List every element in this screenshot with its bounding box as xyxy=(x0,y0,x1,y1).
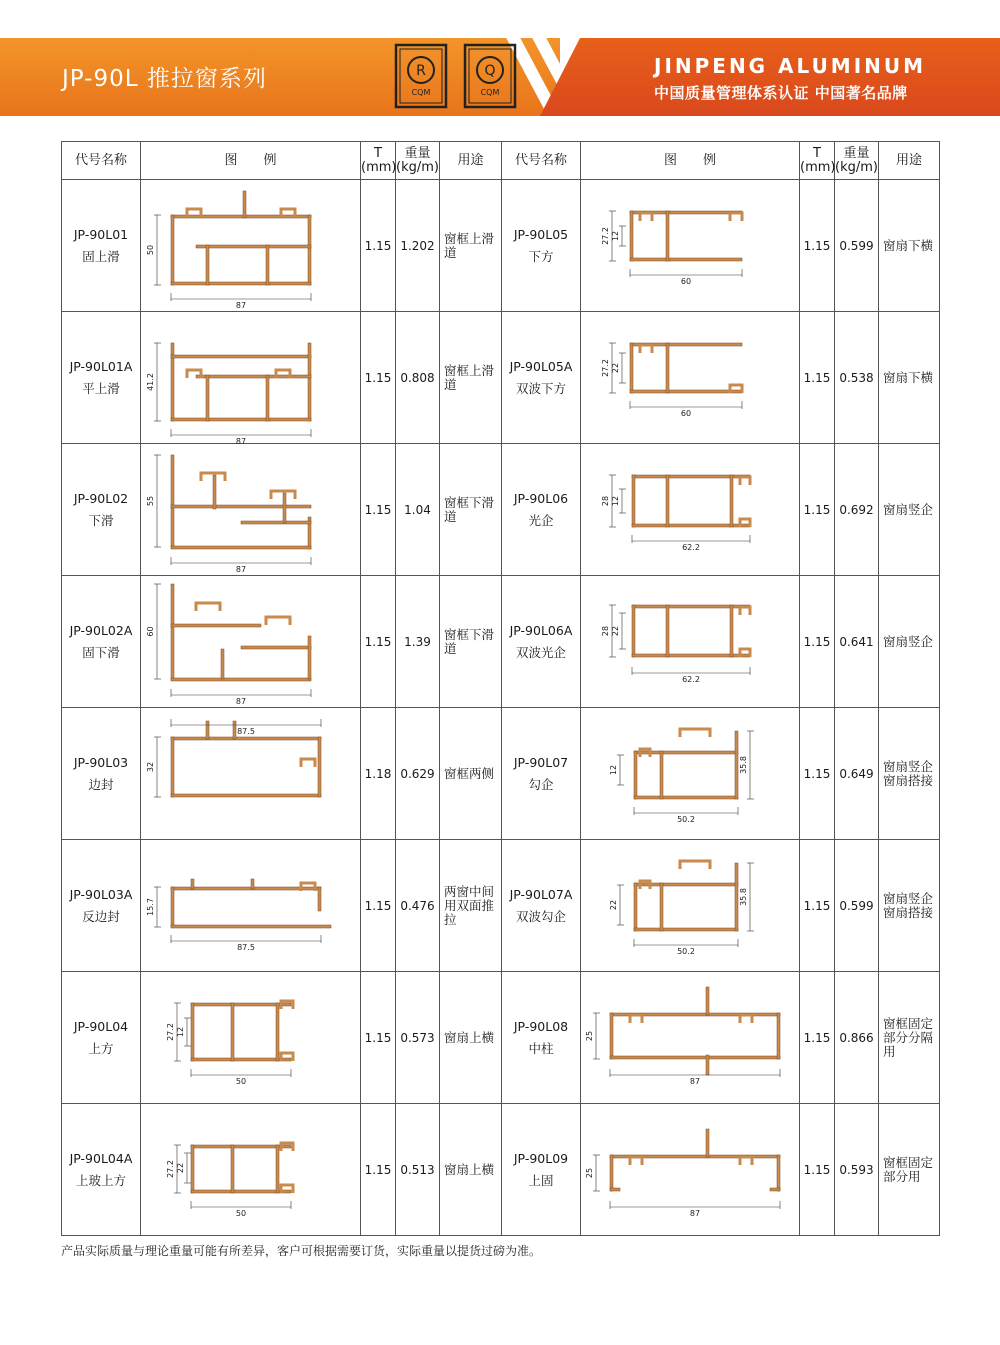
profile-code: JP-90L06 xyxy=(513,490,569,506)
usage-cell: 窗框固定部分分隔用 xyxy=(879,972,940,1104)
profile-drawing-cell xyxy=(141,576,361,708)
weight-cell: 1.04 xyxy=(396,444,440,576)
thickness-cell: 1.15 xyxy=(361,840,396,972)
profile-name: 上玻上方 xyxy=(75,1172,126,1188)
svg-text:87: 87 xyxy=(235,565,246,574)
profile-code-cell xyxy=(502,708,581,840)
profile-name: 双波勾企 xyxy=(515,908,566,924)
table-row xyxy=(62,972,940,1104)
svg-text:35.8: 35.8 xyxy=(739,756,748,774)
profile-name: 上方 xyxy=(88,1040,114,1056)
svg-text:22: 22 xyxy=(175,1162,185,1174)
profile-code: JP-90L07 xyxy=(513,754,569,770)
profile-code: JP-90L09 xyxy=(513,1150,569,1166)
profile-name: 边封 xyxy=(88,776,114,792)
profile-drawing xyxy=(146,1107,356,1232)
header-drawing: 图 例 xyxy=(141,142,361,180)
svg-text:28: 28 xyxy=(601,625,610,637)
profile-code: JP-90L04A xyxy=(69,1150,133,1166)
profile-drawing-cell xyxy=(581,312,800,444)
weight-cell: 0.593 xyxy=(835,1104,879,1236)
usage-cell: 窗框下滑道 xyxy=(440,576,502,708)
usage-cell: 窗框上滑道 xyxy=(440,180,502,312)
header-thickness: T (mm) xyxy=(361,142,396,180)
profile-drawing-cell xyxy=(581,708,800,840)
usage-cell: 窗框固定部分用 xyxy=(879,1104,940,1236)
profile-code: JP-90L02A xyxy=(69,622,133,638)
profile-code-cell xyxy=(502,180,581,312)
profile-drawing xyxy=(585,843,795,968)
profile-name: 固上滑 xyxy=(82,248,120,264)
header-use: 用途 xyxy=(879,142,940,180)
profile-drawing xyxy=(146,447,356,572)
profile-code-cell xyxy=(502,312,581,444)
svg-text:87.5: 87.5 xyxy=(236,943,255,952)
profile-name: 光企 xyxy=(528,512,554,528)
thickness-cell: 1.15 xyxy=(800,708,835,840)
svg-text:15.7: 15.7 xyxy=(145,898,155,916)
thickness-cell: 1.15 xyxy=(800,312,835,444)
thickness-cell: 1.15 xyxy=(361,972,396,1104)
usage-cell: 窗扇下横 xyxy=(879,180,940,312)
profile-drawing-cell xyxy=(141,1104,361,1236)
profile-code-cell xyxy=(62,708,141,840)
weight-cell: 0.513 xyxy=(396,1104,440,1236)
usage-cell: 窗扇竖企窗扇搭接 xyxy=(879,840,940,972)
weight-cell: 0.599 xyxy=(835,840,879,972)
profile-code: JP-90L02 xyxy=(73,490,129,506)
cert-label: CQM xyxy=(411,88,431,97)
profile-code-cell xyxy=(502,840,581,972)
svg-text:27.2: 27.2 xyxy=(165,1160,175,1178)
profile-code-cell xyxy=(502,972,581,1104)
profile-drawing-cell xyxy=(581,840,800,972)
svg-text:55: 55 xyxy=(145,495,155,507)
weight-cell: 0.476 xyxy=(396,840,440,972)
svg-text:41.2: 41.2 xyxy=(145,373,155,391)
weight-cell: 0.808 xyxy=(396,312,440,444)
profile-drawing xyxy=(585,1107,795,1232)
profile-name: 双波下方 xyxy=(515,380,566,396)
table-row xyxy=(62,576,940,708)
svg-text:22: 22 xyxy=(611,362,620,374)
profile-drawing-cell xyxy=(581,972,800,1104)
thickness-cell: 1.15 xyxy=(800,180,835,312)
profile-code: JP-90L03 xyxy=(73,754,129,770)
weight-cell: 0.629 xyxy=(396,708,440,840)
table-row xyxy=(62,708,940,840)
profile-drawing-cell xyxy=(141,180,361,312)
usage-cell: 窗扇竖企 xyxy=(879,444,940,576)
thickness-cell: 1.15 xyxy=(361,180,396,312)
cert-badge-q xyxy=(463,43,517,109)
svg-text:R: R xyxy=(416,63,426,79)
weight-cell: 0.649 xyxy=(835,708,879,840)
svg-text:35.8: 35.8 xyxy=(739,888,748,906)
svg-text:50: 50 xyxy=(145,244,155,256)
profile-name: 上固 xyxy=(528,1172,554,1188)
svg-text:12: 12 xyxy=(611,495,620,507)
profile-drawing-cell xyxy=(581,180,800,312)
profile-code-cell xyxy=(62,1104,141,1236)
weight-cell: 0.866 xyxy=(835,972,879,1104)
profile-code-cell xyxy=(62,180,141,312)
profile-code: JP-90L01A xyxy=(69,358,133,374)
profile-drawing-cell xyxy=(141,972,361,1104)
profile-name: 反边封 xyxy=(82,908,120,924)
weight-cell: 0.641 xyxy=(835,576,879,708)
header-code: 代号名称 xyxy=(62,142,141,180)
usage-cell: 两窗中间用双面推拉 xyxy=(440,840,502,972)
svg-text:22: 22 xyxy=(611,625,620,637)
profile-name: 下方 xyxy=(528,248,554,264)
profile-name: 平上滑 xyxy=(82,380,120,396)
svg-text:25: 25 xyxy=(585,1030,594,1042)
profile-code-cell xyxy=(62,840,141,972)
profile-drawing-cell xyxy=(581,576,800,708)
header-thickness: T (mm) xyxy=(800,142,835,180)
profile-code: JP-90L01 xyxy=(73,226,129,242)
svg-text:27.2: 27.2 xyxy=(601,359,610,377)
profile-drawing xyxy=(585,447,795,572)
profile-drawing xyxy=(146,843,356,968)
brand-slogan-cn: 中国质量管理体系认证 中国著名品牌 xyxy=(654,84,908,102)
svg-text:87: 87 xyxy=(235,697,246,706)
weight-cell: 0.599 xyxy=(835,180,879,312)
svg-text:60: 60 xyxy=(145,626,155,637)
svg-text:27.2: 27.2 xyxy=(601,227,610,245)
svg-text:32: 32 xyxy=(145,761,155,773)
thickness-cell: 1.15 xyxy=(361,312,396,444)
profile-code: JP-90L04 xyxy=(73,1018,129,1034)
profile-drawing xyxy=(585,315,795,440)
profile-code-cell xyxy=(502,444,581,576)
thickness-cell: 1.15 xyxy=(800,576,835,708)
profile-spec-table xyxy=(61,141,940,1236)
profile-drawing-cell xyxy=(141,708,361,840)
usage-cell: 窗扇下横 xyxy=(879,312,940,444)
thickness-cell: 1.15 xyxy=(800,1104,835,1236)
svg-text:50.2: 50.2 xyxy=(677,815,695,824)
usage-cell: 窗扇上横 xyxy=(440,1104,502,1236)
profile-drawing xyxy=(146,579,356,704)
svg-text:87: 87 xyxy=(235,301,246,310)
header-banner xyxy=(0,38,1000,116)
weight-cell: 1.39 xyxy=(396,576,440,708)
profile-code: JP-90L03A xyxy=(69,886,133,902)
profile-name: 下滑 xyxy=(88,512,114,528)
thickness-cell: 1.15 xyxy=(361,444,396,576)
header-weight: 重量 (kg/m) xyxy=(396,142,440,180)
footnote: 产品实际质量与理论重量可能有所差异，客户可根据需要订货，实际重量以提货过磅为准。 xyxy=(61,1244,542,1258)
usage-cell: 窗扇竖企 xyxy=(879,576,940,708)
profile-code-cell xyxy=(62,312,141,444)
profile-drawing xyxy=(585,711,795,836)
table-row xyxy=(62,1104,940,1236)
profile-drawing-cell xyxy=(581,444,800,576)
table-row xyxy=(62,444,940,576)
profile-name: 双波光企 xyxy=(515,644,566,660)
profile-drawing xyxy=(146,183,356,308)
profile-code-cell xyxy=(502,1104,581,1236)
profile-name: 勾企 xyxy=(528,776,554,792)
profile-code-cell xyxy=(62,576,141,708)
profile-drawing xyxy=(585,579,795,704)
header-use: 用途 xyxy=(440,142,502,180)
thickness-cell: 1.15 xyxy=(800,840,835,972)
svg-text:25: 25 xyxy=(585,1167,594,1179)
weight-cell: 0.692 xyxy=(835,444,879,576)
weight-cell: 0.573 xyxy=(396,972,440,1104)
profile-drawing-cell xyxy=(141,840,361,972)
thickness-cell: 1.15 xyxy=(361,576,396,708)
header-drawing: 图 例 xyxy=(581,142,800,180)
svg-text:87: 87 xyxy=(689,1209,701,1218)
svg-text:22: 22 xyxy=(609,899,618,911)
thickness-cell: 1.15 xyxy=(800,972,835,1104)
table-header-row xyxy=(62,142,940,180)
thickness-cell: 1.15 xyxy=(361,1104,396,1236)
svg-text:62.2: 62.2 xyxy=(682,543,700,552)
profile-code-cell xyxy=(502,576,581,708)
usage-cell: 窗框两侧 xyxy=(440,708,502,840)
weight-cell: 0.538 xyxy=(835,312,879,444)
usage-cell: 窗扇上横 xyxy=(440,972,502,1104)
usage-cell: 窗框上滑道 xyxy=(440,312,502,444)
header-weight: 重量 (kg/m) xyxy=(835,142,879,180)
cert-label: CQM xyxy=(480,88,500,97)
svg-text:27.2: 27.2 xyxy=(165,1023,175,1041)
profile-code: JP-90L05 xyxy=(513,226,569,242)
profile-drawing-cell xyxy=(141,444,361,576)
header-code: 代号名称 xyxy=(502,142,581,180)
svg-text:62.2: 62.2 xyxy=(682,675,700,684)
profile-code: JP-90L07A xyxy=(509,886,573,902)
profile-drawing-cell xyxy=(581,1104,800,1236)
svg-text:87: 87 xyxy=(235,437,246,446)
svg-text:87.5: 87.5 xyxy=(236,727,255,736)
svg-text:12: 12 xyxy=(609,764,618,776)
profile-code-cell xyxy=(62,972,141,1104)
cert-badge-r xyxy=(394,43,448,109)
thickness-cell: 1.15 xyxy=(800,444,835,576)
profile-name: 固下滑 xyxy=(82,644,120,660)
profile-code: JP-90L08 xyxy=(513,1018,569,1034)
thickness-cell: 1.18 xyxy=(361,708,396,840)
usage-cell: 窗框下滑道 xyxy=(440,444,502,576)
profile-drawing xyxy=(146,711,356,836)
profile-drawing xyxy=(146,975,356,1100)
profile-drawing-cell xyxy=(141,312,361,444)
usage-cell: 窗扇竖企窗扇搭接 xyxy=(879,708,940,840)
svg-text:50.2: 50.2 xyxy=(677,947,695,956)
profile-code: JP-90L06A xyxy=(509,622,573,638)
svg-text:60: 60 xyxy=(680,277,692,286)
profile-name: 中柱 xyxy=(528,1040,554,1056)
profile-drawing xyxy=(145,315,356,446)
table-row xyxy=(62,312,940,444)
svg-text:87: 87 xyxy=(689,1077,701,1086)
svg-text:Q: Q xyxy=(484,63,496,79)
profile-code: JP-90L05A xyxy=(509,358,573,374)
profile-drawing xyxy=(585,975,795,1100)
profile-code-cell xyxy=(62,444,141,576)
profile-drawing xyxy=(585,183,795,308)
table-row xyxy=(62,840,940,972)
series-title: JP-90L 推拉窗系列 xyxy=(62,66,267,92)
svg-text:50: 50 xyxy=(235,1077,246,1086)
weight-cell: 1.202 xyxy=(396,180,440,312)
svg-text:50: 50 xyxy=(235,1209,246,1218)
svg-text:12: 12 xyxy=(611,230,620,242)
svg-text:60: 60 xyxy=(680,409,692,418)
brand-name-en: JINPENG ALUMINUM xyxy=(654,54,927,78)
table-row xyxy=(62,180,940,312)
svg-text:12: 12 xyxy=(175,1026,185,1038)
svg-text:28: 28 xyxy=(601,495,610,507)
